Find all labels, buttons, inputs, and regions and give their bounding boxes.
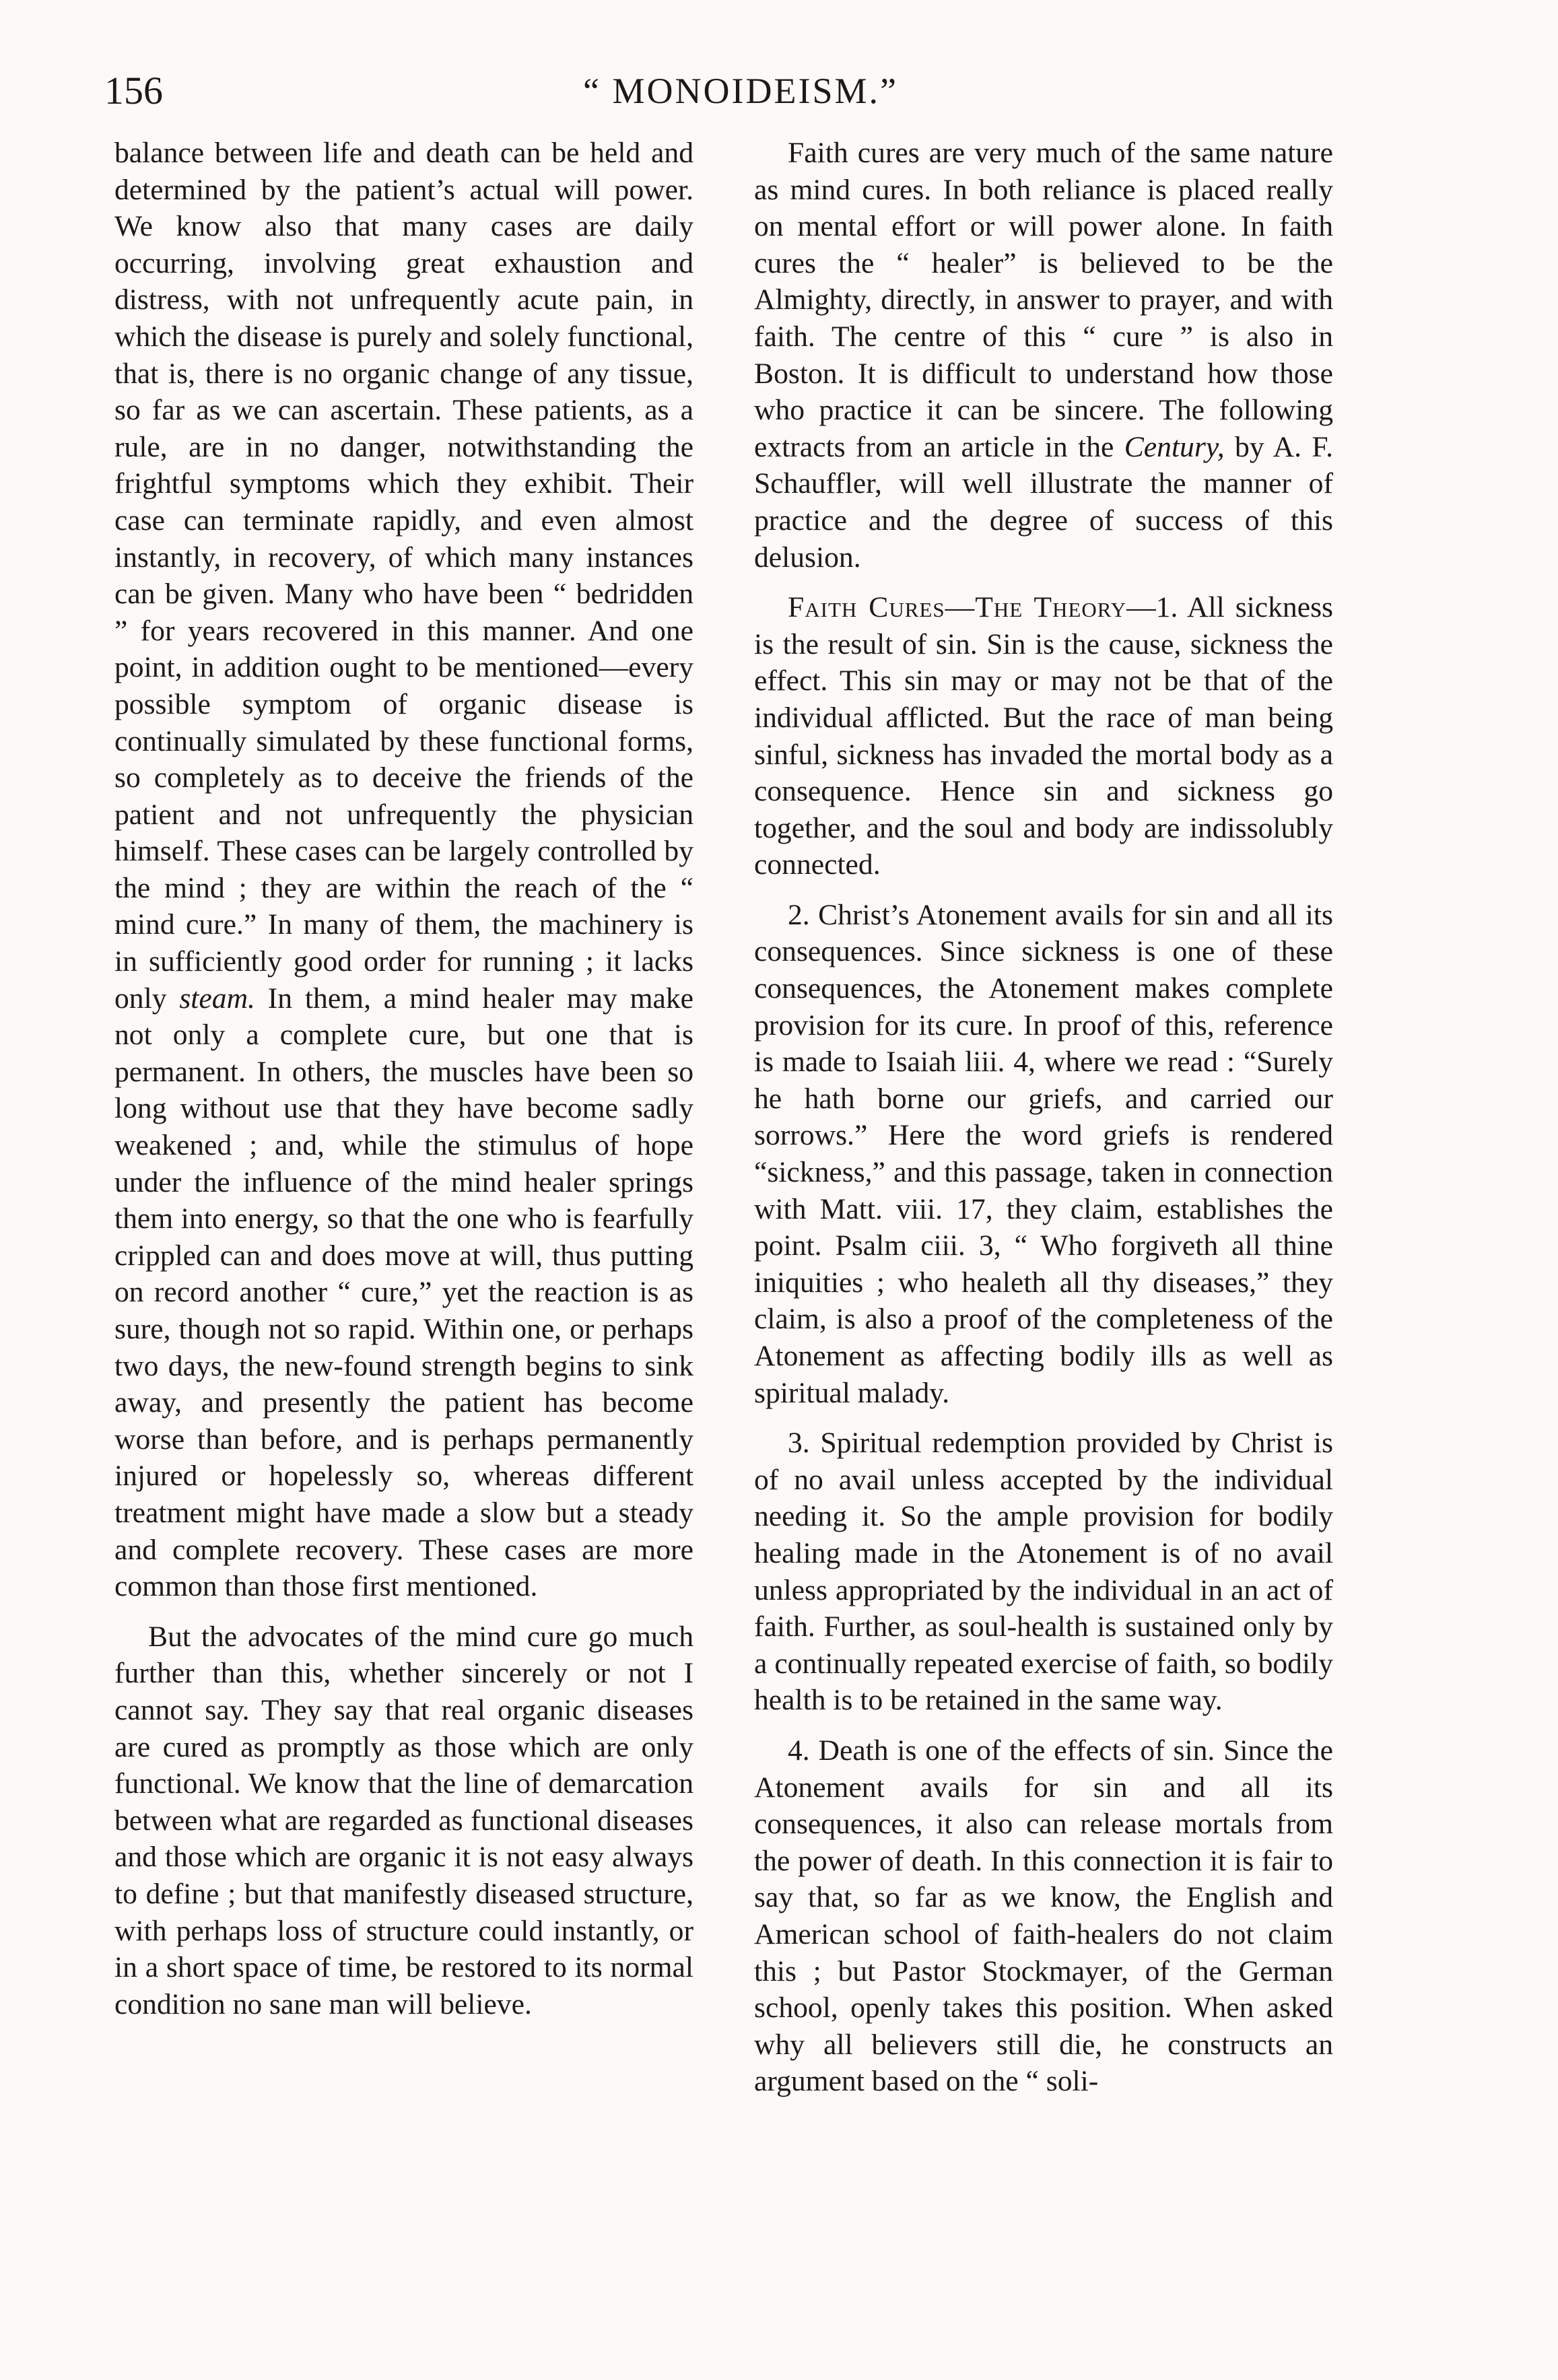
- paragraph: 4. Death is one of the effects of sin. Since the Atonement avails for sin and all its consequences, it also can release mortals from the power of death. In this connection it is fair to say that, so far as we know, the English and American school of faith-healers do not claim this ; but Pastor Stockmayer, of the German school, openly takes this position. When asked why all believers still die, he constructs an argument based on the “ soli-: [754, 1734, 1333, 2098]
- paragraph: 2. Christ’s Atonement avails for sin and all its consequences. Since sickness is one of these consequences, the Atonement makes complete provision for its cure. In proof of this, reference is made to Isaiah liii. 4, where we read : “Surely he hath borne our griefs, and carried our sorrows.” Here the word griefs is rendered “sickness,” and this passage, taken in connection with Matt. viii. 17, they claim, establishes the point. Psalm ciii. 3, “ Who forgiveth all thine iniquities ; who healeth all thy diseases,” they claim, is also a proof of the completeness of the Atonement as affecting bodily ills as well as spiritual malady.: [754, 898, 1333, 1409]
- section-heading: Faith Cures—The Theory: [788, 591, 1127, 624]
- paragraph: 3. Spiritual redemption provided by Christ is of no avail unless accepted by the individual needing it. So the ample provision for bodily healing made in the Atonement is of no avail unless appropriated by the individual in an act of faith. Further, as soul-health is sustained only by a continually repeated exercise of faith, so bodily health is to be retained in the same way.: [754, 1427, 1333, 1717]
- running-head: “ MONOIDEISM.”: [583, 71, 898, 111]
- paragraph: [114, 135, 693, 1605]
- paragraph-text: —1. All sickness is the result of sin. Sin is the cause, sickness the effect. This sin may or may not be that of the individual afflicted. But the race of man being sinful, sickness has invaded the mortal body as a consequence. Hence sin and sickness go together, and the soul and body are indissolubly connected.: [754, 591, 1333, 881]
- paragraph: [754, 589, 1333, 883]
- page-header: [104, 64, 1377, 118]
- paragraph: But the advocates of the mind cure go much further than this, whether sincerely or not I cannot say. They say that real organic diseases are cured as promptly as those which are only functional. We know that the line of demarcation between what are regarded as functional diseases and those which are organic it is not easy always to define ; but that manifestly diseased structure, with perhaps loss of structure could instantly, or in a short space of time, be restored to its normal condition no sane man will believe.: [114, 1620, 693, 2020]
- paragraph-text: In them, a mind healer may make not only a complete cure, but one that is permanent. In others, the muscles have been so long without use that they have become sadly weakened ; and, while the stimulus of hope under the influence of the mind healer springs them into energy, so that the one who is fearfully crippled can and does move at will, thus putting on record another “ cure,” yet the reaction is as sure, though not so rapid. Within one, or perhaps two days, the new-found strength begins to sink away, and presently the patient has become worse than before, and is perhaps permanently injured or hopelessly so, whereas different treatment might have made a slow but a steady and complete recovery. These cases are more common than those first mentioned.: [114, 982, 693, 1603]
- paragraph-text: balance between life and death can be held and determined by the patient’s actual will power. We know also that many cases are daily occurring, involving great exhaustion and distress, with not unfrequently acute pain, in which the disease is purely and solely functional, that is, there is no organic change of any tissue, so far as we can ascertain. These patients, as a rule, are in no danger, notwithstanding the frightful symptoms which they exhibit. Their case can terminate rapidly, and even almost instantly, in recovery, of which many instances can be given. Many who have been “ bedridden ” for years recovered in this manner. And one point, in addition ought to be mentioned—every possible symptom of organic disease is continually simulated by these functional forms, so completely as to deceive the friends of the patient and not unfrequently the physician himself. These cases can be largely controlled by the mind ; they are within the reach of the “ mind cure.” In many of them, the machinery is in sufficiently good order for running ; it lacks only: [114, 137, 693, 1015]
- emphasis-text: steam.: [179, 982, 255, 1015]
- page-number: 156: [104, 69, 163, 112]
- emphasis-text: Century,: [1124, 430, 1225, 463]
- paragraph-text: Faith cures are very much of the same nature as mind cures. In both reliance is placed really on mental effort or will power alone. In faith cures the “ healer” is believed to be the Almighty, directly, in answer to prayer, and with faith. The centre of this “ cure ” is also in Boston. It is difficult to understand how those who practice it can be sincere. The following extracts from an article in the: [754, 137, 1333, 463]
- left-column: [114, 135, 693, 2022]
- paragraph: [754, 135, 1333, 576]
- paragraph-text: by A. F. Schauffler, will well illustrate the manner of practice and the degree of success of this delusion.: [754, 430, 1333, 574]
- right-column: [754, 135, 1333, 2100]
